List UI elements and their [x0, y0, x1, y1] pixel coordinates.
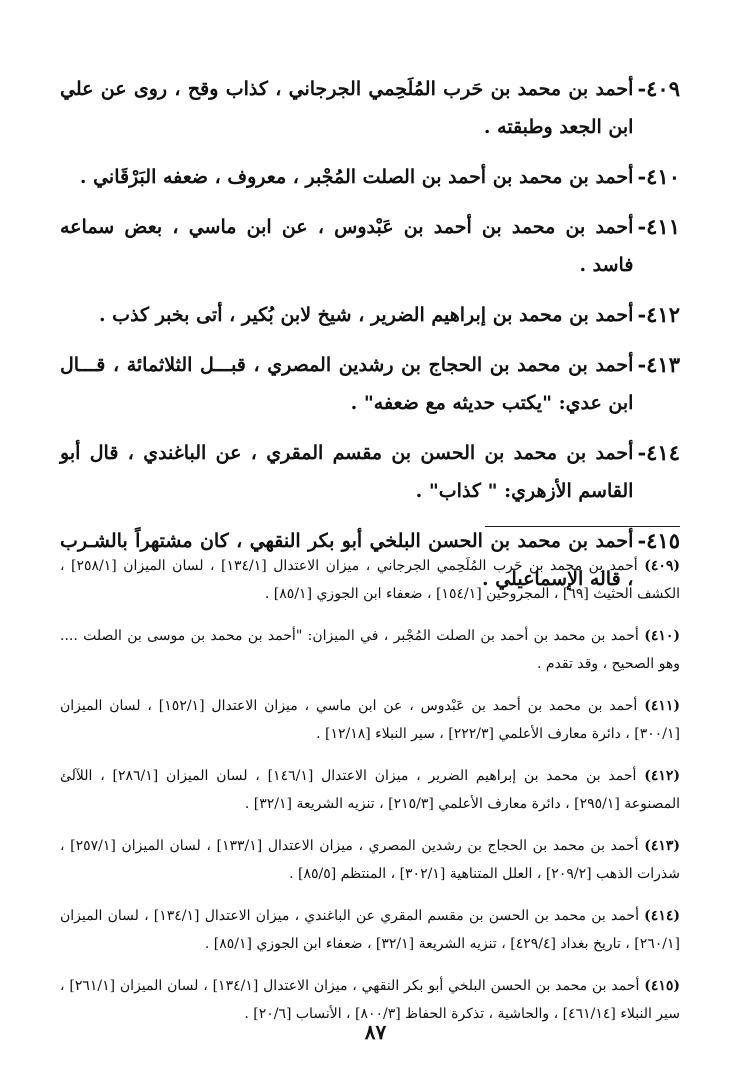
footnotes	[60, 538, 680, 1030]
footnote-ref: (٤١٥)	[644, 978, 681, 994]
footnote-text: أحمد بن محمد بن حَرب المُلَحِمي الجرجاني ، ميزان الاعتدال [١٣٤/١] ، لسان الميزان [٢٥٨/١] ، الكشف الحثيث [٦٩] ، المجروحين [١٥٤/١] ، ضعفاء ابن الجوزي [٨٥/١] .	[60, 558, 680, 602]
footnote-text: أحمد بن محمد بن الحسن البلخي أبو بكر النقهي ، ميزان الاعتدال [١٣٤/١] ، لسان الميزان [٢٦١/١] ، سير النبلاء [٤٦١/١٤] ، والحاشية ، تذكرة الحفاظ [٨٠٠/٣] ، الأنساب [٢٠/٦] .	[60, 978, 680, 1022]
footnote	[60, 552, 680, 608]
footnote-ref: (٤٠٩)	[644, 558, 680, 574]
footnote-ref: (٤١٣)	[644, 838, 680, 854]
entry-text: أحمد بن محمد بن حَرب المُلَحِمي الجرجاني ، كذاب وقح ، روى عن علي ابن الجعد وطبقته .	[60, 78, 634, 138]
footnote	[60, 692, 680, 748]
footnote-ref: (٤١١)	[644, 698, 680, 714]
entry-number: ٤١٢-	[637, 302, 680, 327]
entry-text: أحمد بن محمد بن إبراهيم الضرير ، شيخ لابن بُكير ، أتى بخبر كذب .	[98, 304, 634, 326]
entry-number: ٤١٥-	[637, 528, 680, 553]
entry	[60, 158, 680, 196]
main-text	[60, 70, 680, 610]
footnote-text: أحمد بن محمد بن الحسن بن مقسم المقري عن الباغندي ، ميزان الاعتدال [١٣٤/١] ، لسان الميزان [٢٦٠/١] ، تاريخ بغداد [٤٢٩/٤] ، تنزيه الشريعة [٣٢/١] ، ضعفاء ابن الجوزي [٨٥/١] .	[60, 908, 680, 952]
page-number: ٨٧	[364, 1020, 387, 1044]
footnote	[60, 832, 680, 888]
entry	[60, 208, 680, 284]
entry-number: ٤١٤-	[637, 440, 680, 465]
entry-number: ٤١٣-	[637, 352, 680, 377]
entry-number: ٤٠٩-	[637, 76, 680, 101]
footnote-divider	[485, 526, 680, 527]
footnote-text: أحمد بن محمد بن الحجاج بن رشدين المصري ، ميزان الاعتدال [١٣٣/١] ، لسان الميزان [٢٥٧/١] ، شذرات الذهب [٢٠٩/٢] ، العلل المتناهية [٣٠٢/١] ، المنتظم [٨٥/٥] .	[60, 838, 680, 882]
entry-number: ٤١٠-	[637, 164, 680, 189]
footnote	[60, 902, 680, 958]
footnote-ref: (٤١٤)	[644, 908, 680, 924]
entry-text: أحمد بن محمد بن الحجاج بن رشدين المصري ، قبـــل الثلاثمائة ، قـــال ابن عدي: "يكتب حديثه مع ضعفه" .	[60, 354, 634, 414]
footnote-ref: (٤١٠)	[644, 628, 680, 644]
footnote-text: أحمد بن محمد بن أحمد بن عَبْدوس ، عن ابن ماسي ، ميزان الاعتدال [١٥٢/١] ، لسان الميزان [٣٠٠/١] ، دائرة معارف الأعلمي [٢٢٢/٣] ، سير النبلاء [١٢/١٨] .	[60, 698, 680, 742]
entry	[60, 434, 680, 510]
entry	[60, 346, 680, 422]
entry-text: أحمد بن محمد بن أحمد بن عَبْدوس ، عن ابن ماسي ، بعض سماعه فاسد .	[60, 216, 634, 276]
footnote	[60, 622, 680, 678]
entry	[60, 296, 680, 334]
footnote-ref: (٤١٢)	[644, 768, 681, 784]
entry-text: أحمد بن محمد بن الحسن بن مقسم المقري ، عن الباغندي ، قال أبو القاسم الأزهري: " كذاب" .	[60, 442, 634, 502]
footnote	[60, 762, 680, 818]
entry-number: ٤١١-	[637, 214, 680, 239]
entry-text: أحمد بن محمد بن أحمد بن الصلت المُجْبر ، معروف ، ضعفه البَرْقَاني .	[79, 166, 634, 188]
footnote-text: أحمد بن محمد بن أحمد بن الصلت المُجْبر ، في الميزان: "أحمد بن محمد بن موسى بن الصلت .... وهو الصحيح ، وقد تقدم .	[60, 628, 680, 672]
footnote-text: أحمد بن محمد بن إبراهيم الضرير ، ميزان الاعتدال [١٤٦/١] ، لسان الميزان [٢٨٦/١] ، اللآلئ المصنوعة [٢٩٥/١] ، دائرة معارف الأعلمي [٢١٥/٣] ، تنزيه الشريعة [٣٢/١] .	[60, 768, 680, 812]
entry-text: أحمد بن محمد بن الحسن البلخي أبو بكر النقهي ، كان مشتهراً بالشـرب ، قاله الإسماعيلي .	[60, 530, 634, 590]
entry	[60, 70, 680, 146]
